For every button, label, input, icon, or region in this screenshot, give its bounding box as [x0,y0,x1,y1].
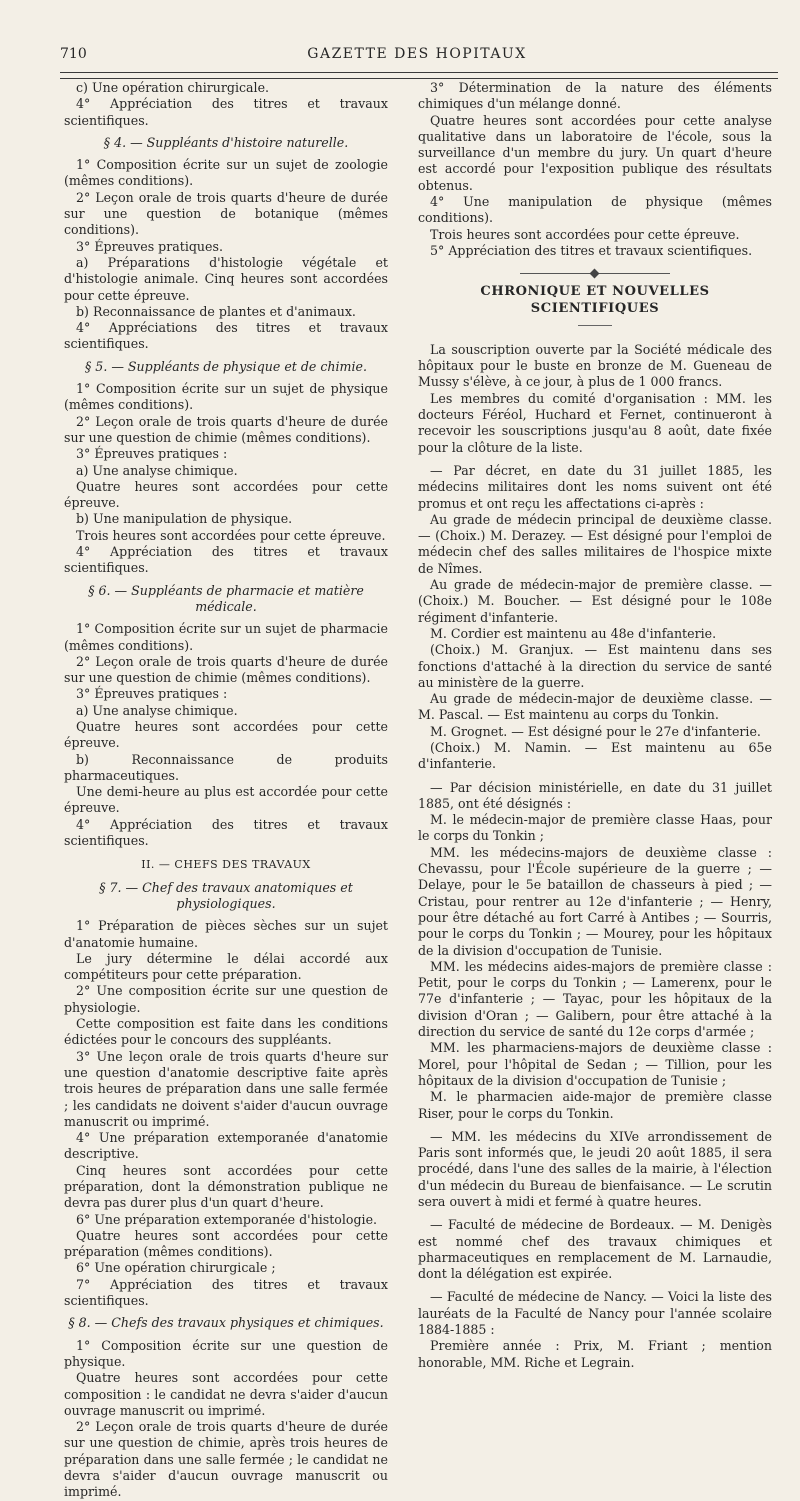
paragraph: 3° Épreuves pratiques : [76,446,228,462]
paragraph: 1° Composition écrite sur un sujet de physique (mêmes conditions). [64,381,388,413]
paragraph: b) Reconnaissance de plantes et d'animaux. [76,303,356,319]
left-column [64,80,388,1501]
paragraph: Trois heures sont accordées pour cette épreuve. [430,226,740,242]
right-column [418,80,772,1371]
title-underline [578,325,612,326]
header-rule [60,72,778,79]
paragraph: 4° Une manipulation de physique (mêmes conditions). [418,194,772,226]
paragraph: Cinq heures sont accordées pour cette préparation, dont la démonstration publique ne devra pas durer plus d'un quart d'heure. [64,1162,388,1211]
paragraph: MM. les pharmaciens-majors de deuxième classe : Morel, pour l'hôpital de Sedan ; — Tillion, pour les hôpitaux de la division d'occupation de Tunisie ; [418,1040,772,1088]
paragraph: (Choix.) M. Granjux. — Est maintenu dans ses fonctions d'attaché à la direction du service de santé au ministère de la guerre. [418,642,772,690]
chronicle-title: CHRONIQUE ET NOUVELLES SCIENTIFIQUES [480,284,710,316]
page-number: 710 [60,46,87,62]
paragraph: a) Une analyse chimique. [76,702,238,718]
paragraph: b) Reconnaissance de produits pharmaceutiques. [64,751,388,783]
paragraph: Quatre heures sont accordées pour cette épreuve. [64,718,388,751]
paragraph: a) Préparations d'histologie végétale et d'histologie animale. Cinq heures sont accordées pour cette épreuve. [64,254,388,303]
paragraph: 5° Appréciation des titres et travaux scientifiques. [430,242,753,258]
paragraph: 2° Leçon orale de trois quarts d'heure de durée sur une question de chimie (mêmes conditions). [64,653,388,686]
section-heading: § 7. — Chef des travaux anatomiques et physiologiques. [99,879,353,911]
paragraph: 1° Préparation de pièces sèches sur un sujet d'anatomie humaine. [64,918,388,950]
paragraph: 4° Appréciation des titres et travaux scientifiques. [64,96,388,128]
paragraph: 4° Appréciation des titres et travaux scientifiques. [64,544,388,576]
paragraph: M. le pharmacien aide-major de première classe Riser, pour le corps du Tonkin. [418,1089,772,1121]
paragraph: 2° Leçon orale de trois quarts d'heure de durée sur une question de chimie (mêmes conditions). [64,413,388,445]
paragraph: 4° Appréciation des titres et travaux scientifiques. [64,816,388,849]
section-heading: § 4. — Suppléants d'histoire naturelle. [103,134,349,150]
paragraph: La souscription ouverte par la Société médicale des hôpitaux pour le buste en bronze de M. Gueneau de Mussy s'élève, à ce jour, à plus de 1 000 francs. [418,341,772,390]
paragraph: 3° Épreuves pratiques. [76,238,223,254]
section-heading: § 6. — Suppléants de pharmacie et matière médicale. [88,582,364,614]
paragraph: b) Une manipulation de physique. [76,511,293,527]
paragraph: c) Une opération chirurgicale. [76,80,270,95]
paragraph: M. Grognet. — Est désigné pour le 27e d'infanterie. [430,723,761,739]
paragraph: 6° Une préparation extemporanée d'histologie. [76,1211,378,1227]
paragraph: Quatre heures sont accordées pour cette composition : le candidat ne devra s'aider d'aucun ouvrage manuscrit ou imprimé. [64,1370,388,1418]
paragraph: — Faculté de médecine de Bordeaux. — M. Denigès est nommé chef des travaux chimiques et pharmaceutiques en remplacement de M. Larnaudie, dont la délégation est expirée. [418,1217,772,1282]
paragraph: — Par décision ministérielle, en date du 31 juillet 1885, ont été désignés : [418,779,772,811]
paragraph: Quatre heures sont accordées pour cette épreuve. [64,478,388,511]
paragraph: M. Cordier est maintenu au 48e d'infanterie. [430,625,717,641]
paragraph: 3° Détermination de la nature des éléments chimiques d'un mélange donné. [418,80,772,112]
paragraph: 1° Composition écrite sur un sujet de pharmacie (mêmes conditions). [64,621,388,653]
paragraph: 3° Épreuves pratiques : [76,686,228,702]
paragraph: MM. les médecins-majors de deuxième classe : Chevassu, pour l'École supérieure de la guerre ; — Delaye, pour le 5e bataillon de chasseurs à pied ; — Cristau, pour rentrer au 12e d'infanterie ; — Henry, pour être détaché au fort Carré à Antibes ; — Sourris, pour le corps du Tonkin ; — Mourey, pour les hôpitaux de la division d'occupation de Tunisie. [418,844,772,958]
paragraph: 4° Une préparation extemporanée d'anatomie descriptive. [64,1130,388,1162]
section-heading: § 5. — Suppléants de physique et de chimie. [85,358,367,374]
paragraph: MM. les médecins aides-majors de première classe : Petit, pour le corps du Tonkin ; — Lamerenx, pour le 77e d'infanterie ; — Tayac, pour les hôpitaux de la division d'Oran ; — Galibern, pour être attaché à la direction du service de santé du 12e corps d'armée ; [418,958,772,1040]
paragraph: Au grade de médecin principal de deuxième classe. — (Choix.) M. Derazey. — Est désigné pour l'emploi de médecin chef des salles militaires de l'hospice mixte de Nîmes. [418,511,772,576]
paragraph: Au grade de médecin-major de première classe. — (Choix.) M. Boucher. — Est désigné pour le 108e régiment d'infanterie. [418,577,772,625]
journal-title: GAZETTE DES HOPITAUX [307,46,527,62]
paragraph: a) Une analyse chimique. [76,462,238,478]
paragraph: — Par décret, en date du 31 juillet 1885, les médecins militaires dont les noms suivent ont été promus et ont reçu les affectations ci-après : [418,462,772,511]
paragraph: Quatre heures sont accordées pour cette analyse qualitative dans un laboratoire de l'école, sous la surveillance d'un membre du jury. Un quart d'heure est accordé pour l'exposition publique des résultats obtenus. [418,112,772,193]
paragraph: 2° Leçon orale de trois quarts d'heure de durée sur une question de chimie, après trois heures de préparation dans une salle fermée ; le candidat ne devra s'aider d'aucun ouvrage manuscrit ou imprimé. [64,1419,388,1500]
paragraph: Cette composition est faite dans les conditions édictées pour le concours des suppléants. [64,1016,388,1048]
paragraph: 7° Appréciation des titres et travaux scientifiques. [64,1276,388,1309]
paragraph: 2° Leçon orale de trois quarts d'heure de durée sur une question de botanique (mêmes conditions). [64,189,388,238]
paragraph: 2° Une composition écrite sur une question de physiologie. [64,983,388,1015]
paragraph: M. le médecin-major de première classe Haas, pour le corps du Tonkin ; [418,812,772,844]
paragraph: 6° Une opération chirurgicale ; [76,1260,276,1276]
paragraph: — MM. les médecins du XIVe arrondissement de Paris sont informés que, le jeudi 20 août 1885, il sera procédé, dans l'une des salles de la mairie, à l'élection d'un médecin du Bureau de bienfaisance. — Le scrutin sera ouvert à midi et fermé à quatre heures. [418,1128,772,1209]
paragraph: Les membres du comité d'organisation : MM. les docteurs Féréol, Huchard et Fernet, continueront à recevoir les souscriptions jusqu'au 8 août, date fixée pour la clôture de la liste. [418,390,772,455]
chapter-heading: II. — CHEFS DES TRAVAUX [141,858,311,872]
paragraph: 1° Composition écrite sur un sujet de zoologie (mêmes conditions). [64,157,388,189]
paragraph: 3° Une leçon orale de trois quarts d'heure sur une question d'anatomie descriptive faite après trois heures de préparation dans une salle fermée ; les candidats ne doivent s'aider d'aucun ouvrage manuscrit ou imprimé. [64,1048,388,1129]
paragraph: (Choix.) M. Namin. — Est maintenu au 65e d'infanterie. [418,739,772,772]
paragraph: Première année : Prix, M. Friant ; mention honorable, MM. Riche et Legrain. [418,1338,772,1370]
paragraph: Quatre heures sont accordées pour cette préparation (mêmes conditions). [64,1227,388,1260]
page-header [56,42,778,62]
paragraph: 4° Appréciations des titres et travaux scientifiques. [64,320,388,352]
paragraph: — Faculté de médecine de Nancy. — Voici la liste des lauréats de la Faculté de Nancy pour l'année scolaire 1884-1885 : [418,1289,772,1338]
section-heading: § 8. — Chefs des travaux physiques et chimiques. [68,1315,384,1331]
paragraph: Au grade de médecin-major de deuxième classe. — M. Pascal. — Est maintenu au corps du Tonkin. [418,691,772,723]
paragraph: 1° Composition écrite sur une question de physique. [64,1337,388,1369]
paragraph: Une demi-heure au plus est accordée pour cette épreuve. [64,784,388,816]
paragraph: Trois heures sont accordées pour cette épreuve. [76,527,386,543]
section-divider [520,273,670,274]
paragraph: Le jury détermine le délai accordé aux compétiteurs pour cette préparation. [64,950,388,983]
